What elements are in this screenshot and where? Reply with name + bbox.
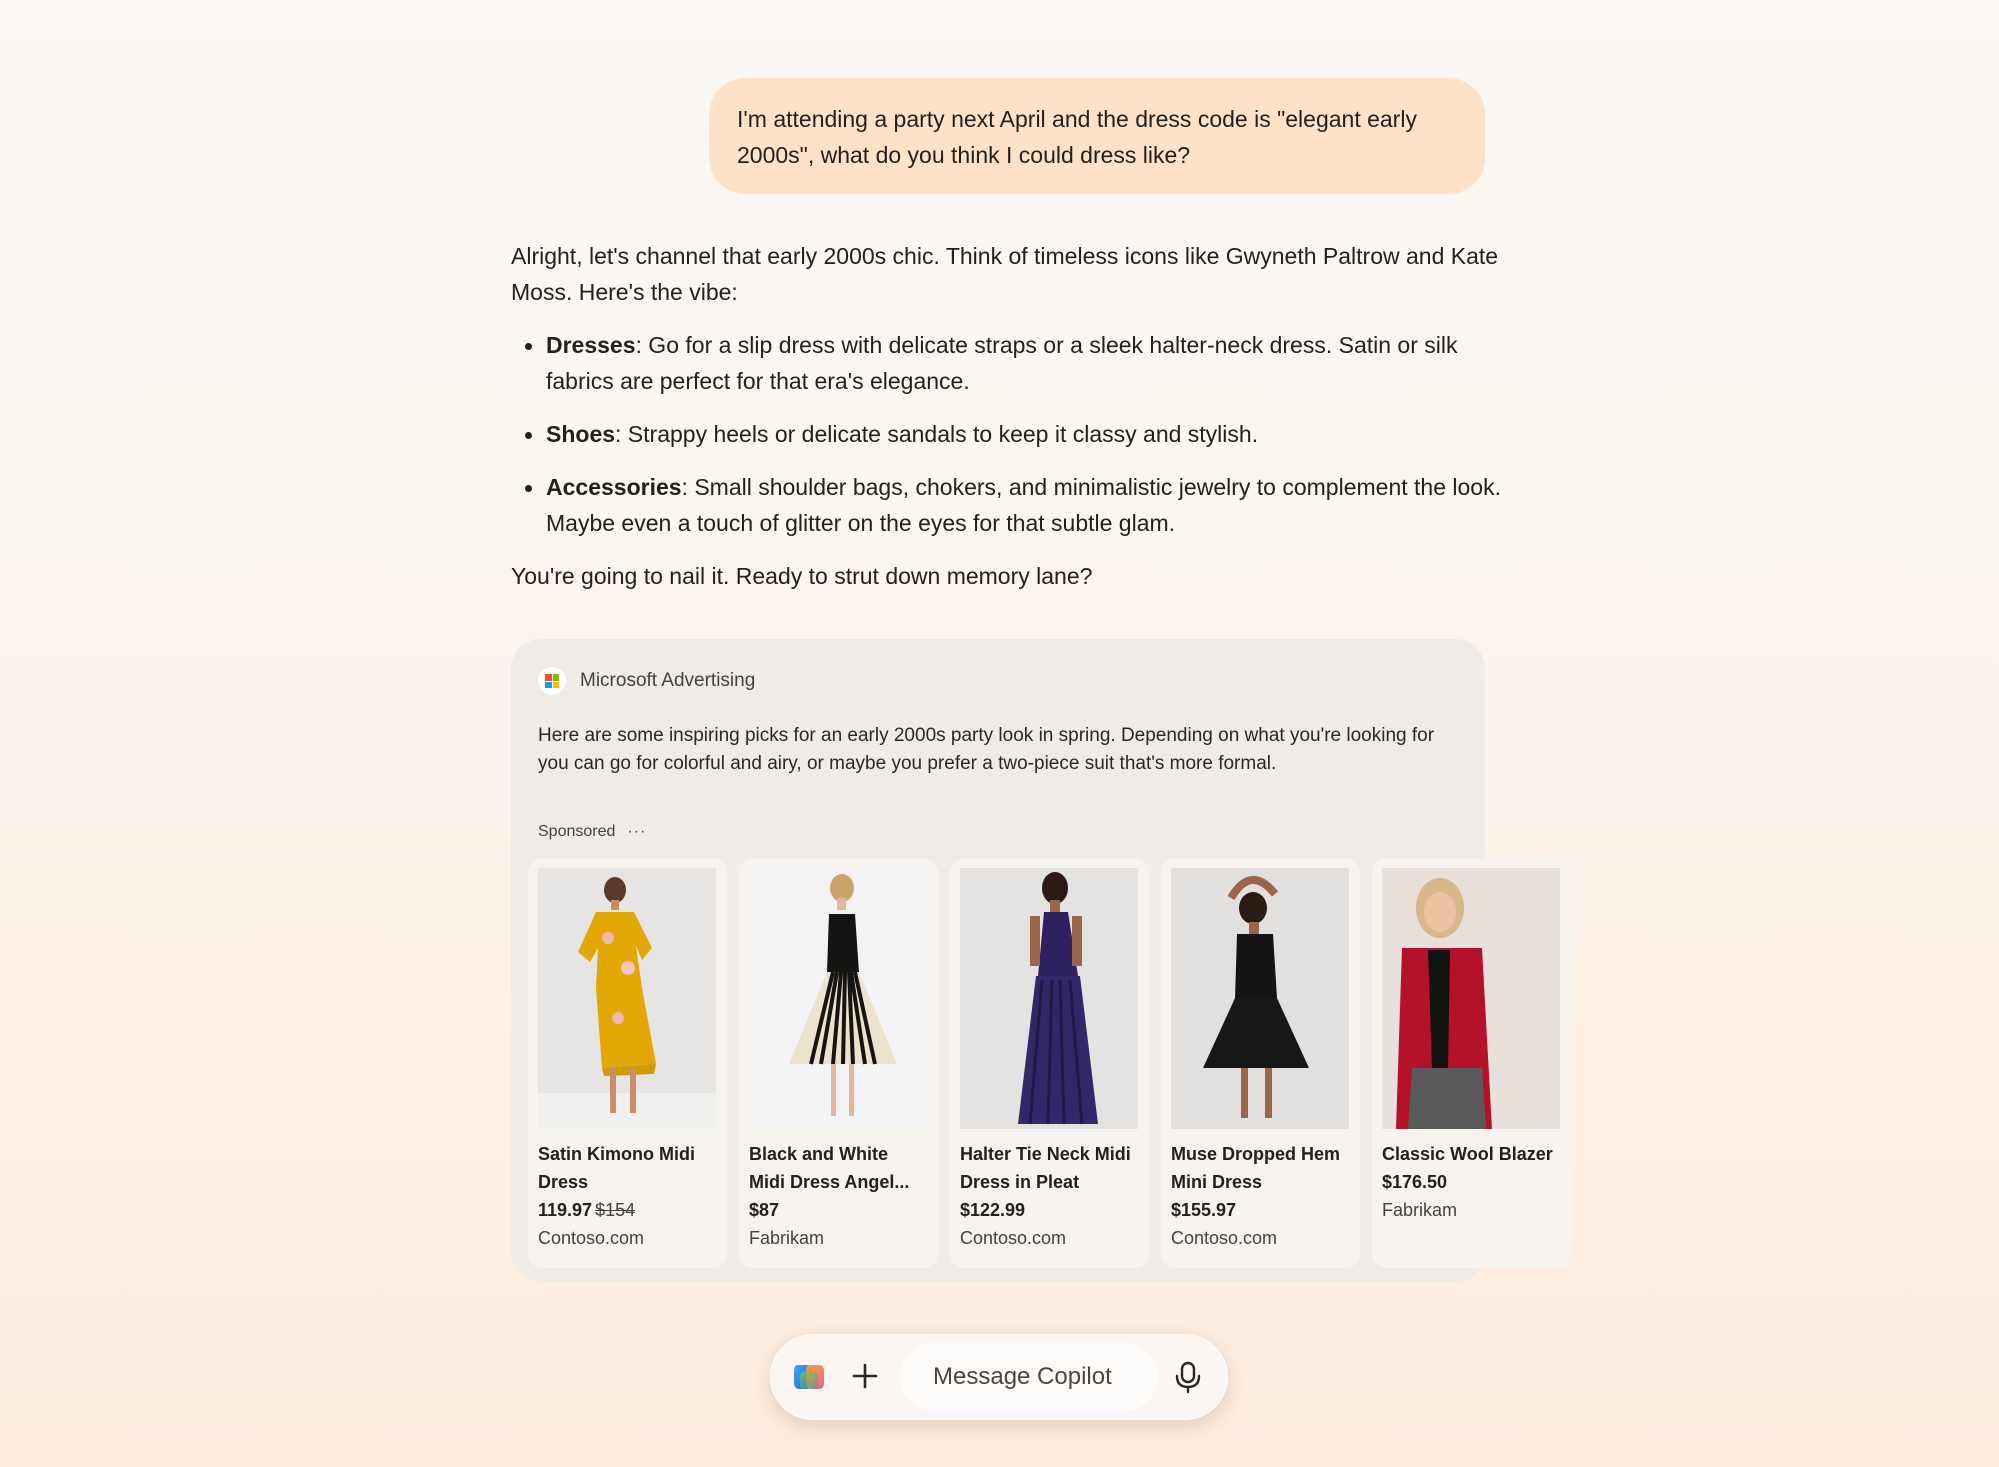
product-store: Contoso.com [960, 1228, 1067, 1248]
reply-bullet-list [511, 327, 1501, 541]
reply-bullet-dresses [511, 327, 1501, 399]
product-image[interactable] [1382, 868, 1560, 1129]
message-input[interactable] [900, 1343, 1158, 1411]
more-options-button[interactable]: ··· [627, 823, 647, 840]
product-image[interactable] [1171, 868, 1349, 1129]
product-info [538, 1140, 716, 1252]
message-composer [770, 1334, 1228, 1420]
product-store: Fabrikam [749, 1228, 825, 1248]
product-price: 119.97 [538, 1200, 593, 1220]
sponsored-ad-card [511, 639, 1553, 1282]
product-image[interactable] [749, 868, 927, 1129]
product-card[interactable] [528, 858, 727, 1268]
bullet-text: : Go for a slip dress with delicate straps or a sleek halter-neck dress. Satin or silk fabrics are perfect for that era's elegance. [546, 332, 1458, 394]
product-card[interactable] [950, 858, 1149, 1268]
product-price-row [960, 1196, 1138, 1224]
ad-description: Here are some inspiring picks for an early 2000s party look in spring. Depending on what you're looking for you can go for colorful and airy, or maybe you prefer a two-piece suit that's more formal. [538, 725, 1435, 774]
product-price: $122.99 [960, 1200, 1026, 1220]
bullet-title: Dresses [546, 332, 636, 358]
logo-square-blue [545, 682, 552, 689]
product-info [749, 1140, 927, 1252]
copilot-icon[interactable] [792, 1361, 826, 1393]
microsoft-logo-icon [538, 667, 566, 695]
ad-header [538, 667, 755, 695]
logo-square-yellow [553, 682, 560, 689]
product-price: $176.50 [1382, 1172, 1448, 1192]
product-price-row [538, 1196, 716, 1224]
product-carousel[interactable] [528, 858, 1553, 1268]
user-message-bubble [709, 78, 1485, 194]
bullet-text: : Small shoulder bags, chokers, and minimalistic jewelry to complement the look. Maybe even a touch of glitter on the eyes for that subtle glam. [546, 474, 1501, 536]
product-old-price: $154 [595, 1200, 636, 1220]
logo-square-red [545, 674, 552, 681]
assistant-reply [511, 238, 1501, 594]
product-name[interactable]: Muse Dropped Hem Mini Dress [1171, 1144, 1341, 1192]
product-price-row [749, 1196, 927, 1224]
product-info [1382, 1140, 1560, 1224]
product-card[interactable] [739, 858, 938, 1268]
microphone-button[interactable] [1173, 1360, 1203, 1394]
logo-square-green [553, 674, 560, 681]
product-price-row [1171, 1196, 1349, 1224]
bullet-title: Accessories [546, 474, 682, 500]
product-info [1171, 1140, 1349, 1252]
user-message-text: I'm attending a party next April and the dress code is "elegant early 2000s", what do you think I could dress like? [737, 106, 1417, 168]
reply-bullet-accessories [511, 469, 1501, 541]
product-name[interactable]: Classic Wool Blazer [1382, 1144, 1553, 1164]
product-store: Contoso.com [1171, 1228, 1278, 1248]
product-store: Contoso.com [538, 1228, 645, 1248]
bullet-text: : Strappy heels or delicate sandals to keep it classy and stylish. [615, 421, 1259, 447]
product-price: $87 [749, 1200, 780, 1220]
product-name[interactable]: Halter Tie Neck Midi Dress in Pleat [960, 1144, 1131, 1192]
add-attachment-button[interactable] [848, 1359, 882, 1393]
product-image[interactable] [960, 868, 1138, 1129]
product-name[interactable]: Satin Kimono Midi Dress [538, 1144, 695, 1192]
product-card[interactable] [1161, 858, 1360, 1268]
product-card[interactable] [1372, 858, 1571, 1268]
sponsored-row [538, 823, 646, 841]
reply-intro: Alright, let's channel that early 2000s chic. Think of timeless icons like Gwyneth Paltrow and Kate Moss. Here's the vibe: [511, 243, 1499, 305]
reply-bullet-shoes [511, 416, 1501, 452]
product-image[interactable] [538, 868, 716, 1129]
product-price: $155.97 [1171, 1200, 1237, 1220]
product-store: Fabrikam [1382, 1200, 1458, 1220]
sponsored-label: Sponsored [538, 823, 616, 840]
product-price-row [1382, 1168, 1560, 1196]
product-info [960, 1140, 1138, 1252]
reply-outro: You're going to nail it. Ready to strut down memory lane? [511, 563, 1093, 589]
ad-brand-name: Microsoft Advertising [580, 670, 756, 691]
bullet-title: Shoes [546, 421, 616, 447]
product-name[interactable]: Black and White Midi Dress Angel... [749, 1144, 910, 1192]
